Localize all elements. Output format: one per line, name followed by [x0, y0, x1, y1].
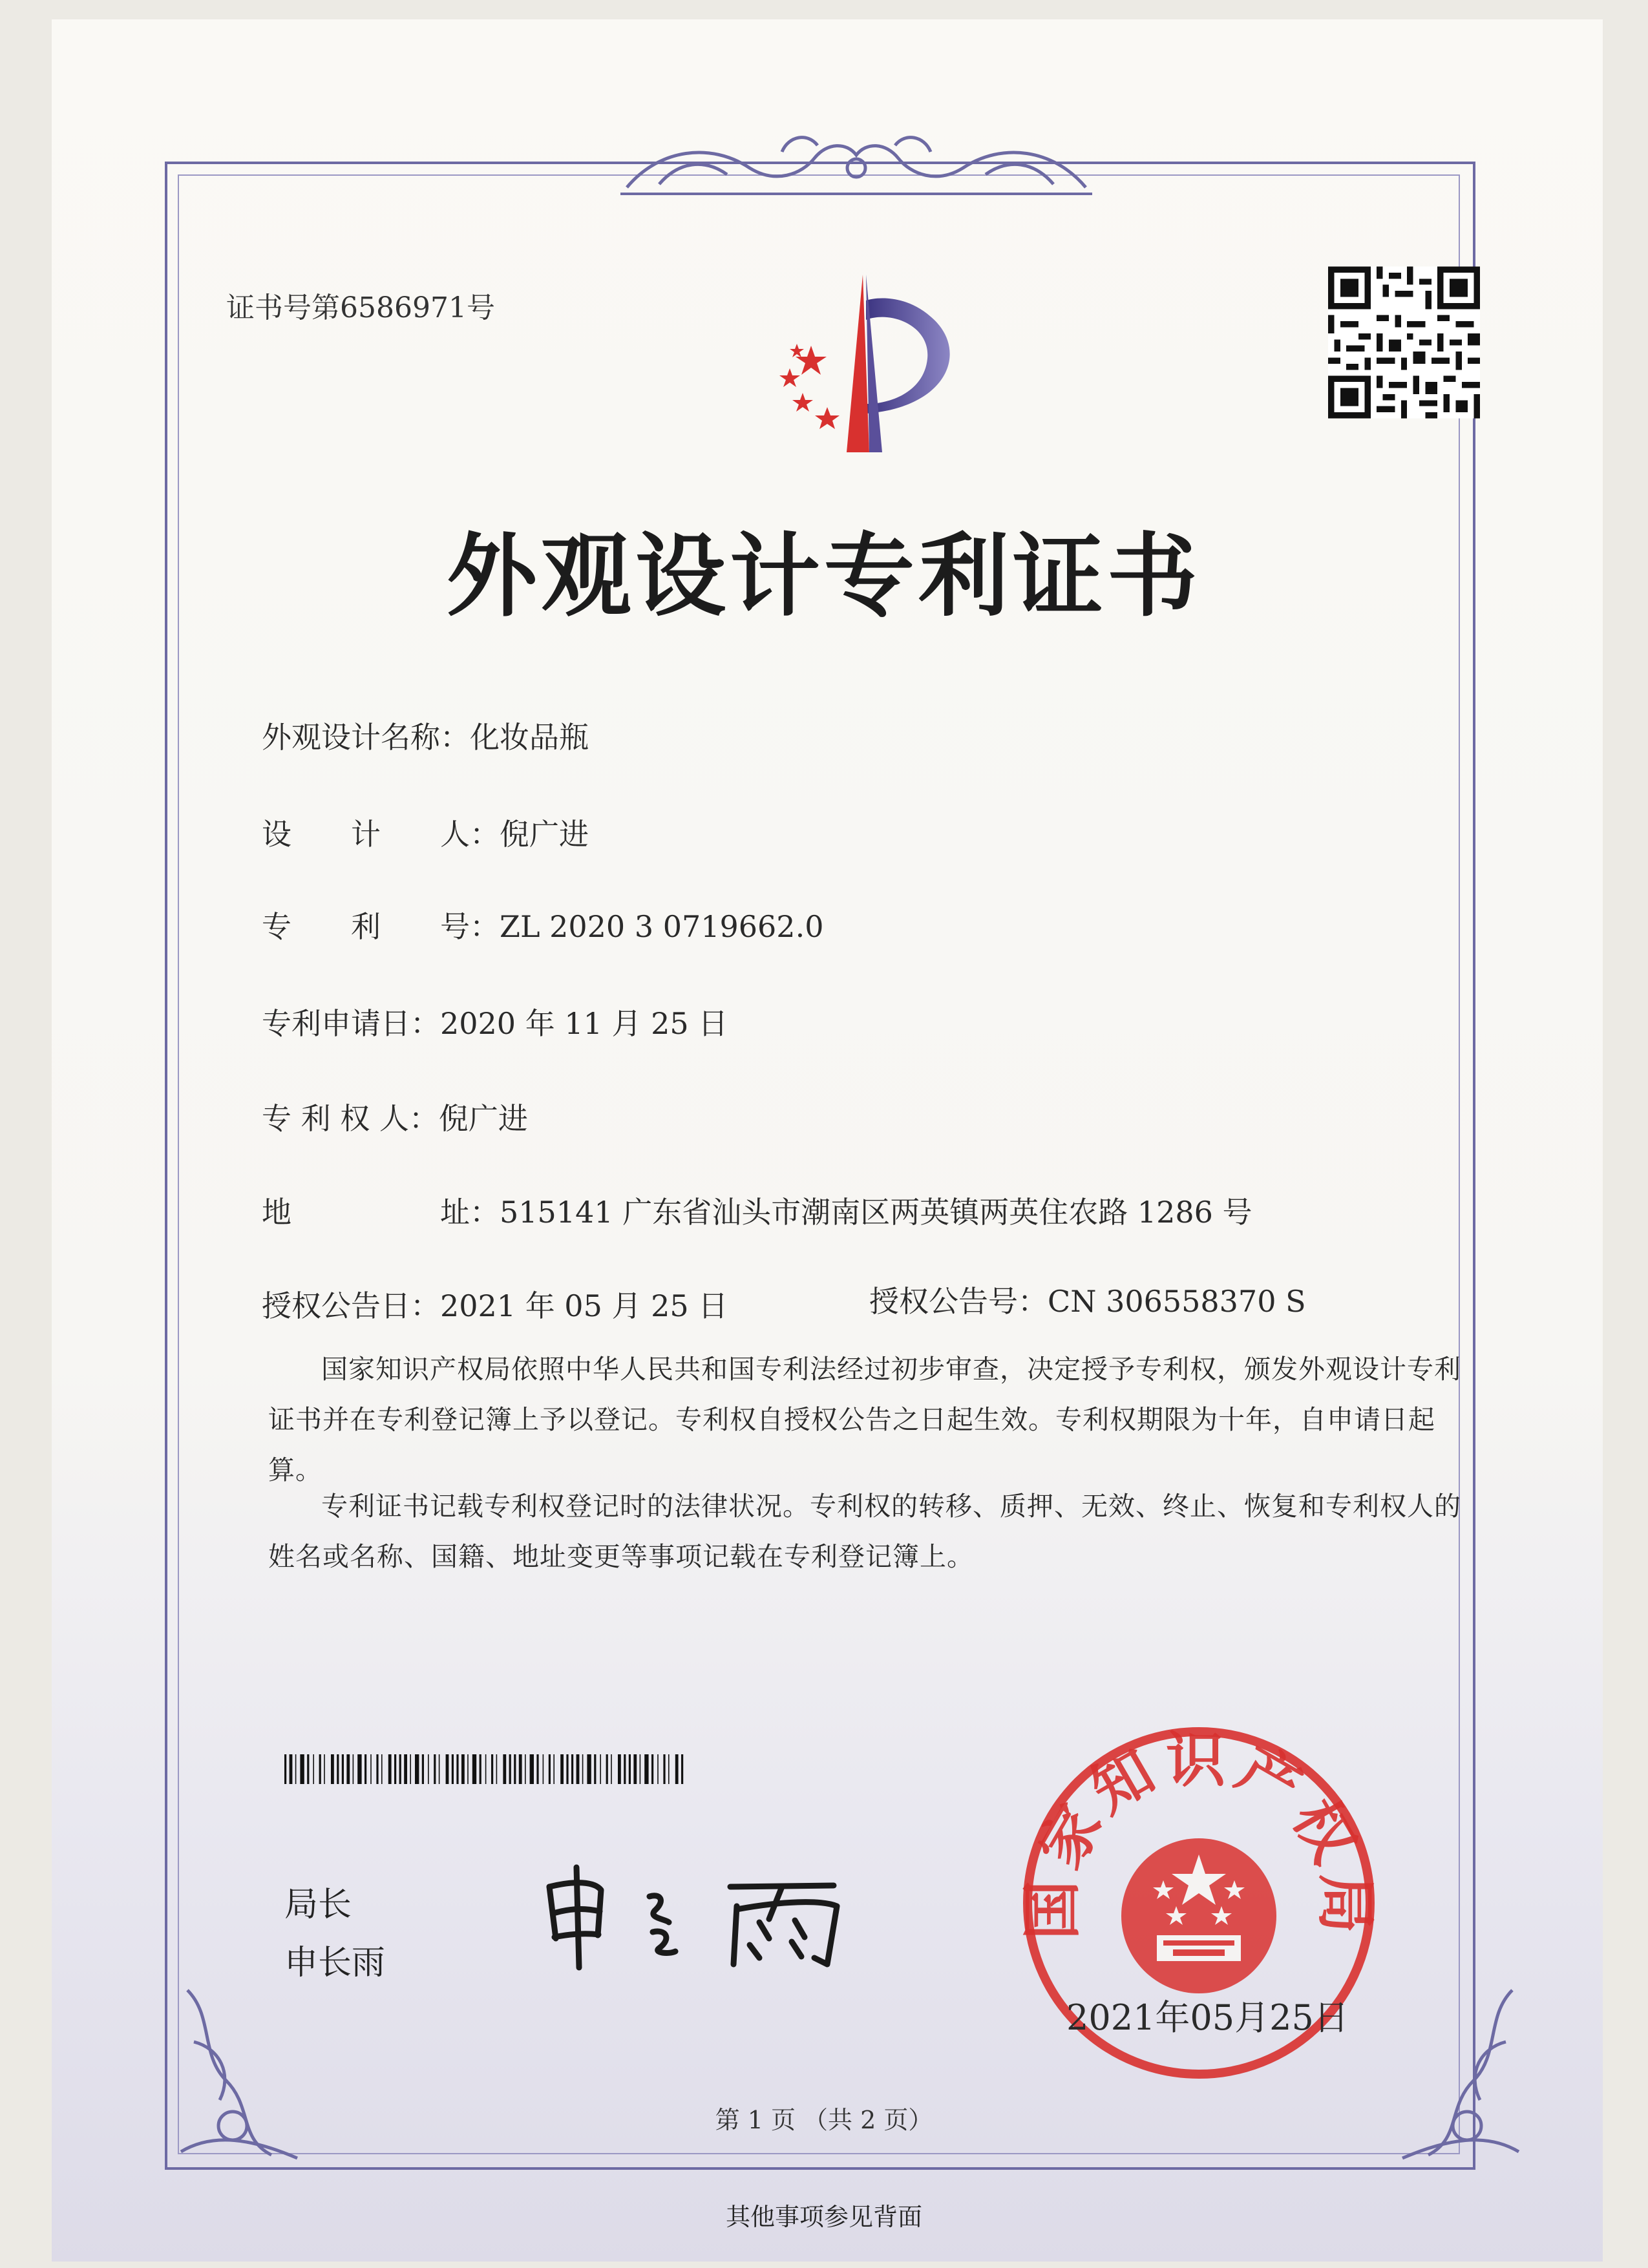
- filing-date-row: [262, 1000, 728, 1043]
- patentee-row: [262, 1095, 528, 1138]
- corner-ornament-bottom-right-icon: [1396, 1977, 1525, 2165]
- address-row: [262, 1189, 1252, 1232]
- address-label: 地 址：: [262, 1195, 500, 1230]
- patent-office-emblem-icon: [737, 265, 989, 459]
- designer-row: [262, 811, 589, 854]
- certificate-title: 外观设计专利证书: [446, 524, 1201, 629]
- seal-text: 国家知识产权局: [1018, 1726, 1380, 1940]
- patent-number-value: ZL 2020 3 0719662.0: [500, 909, 824, 944]
- design-name-row: [262, 714, 589, 757]
- qr-code-icon: [1328, 265, 1480, 420]
- address-value: 515141 广东省汕头市潮南区两英镇两英住农路 1286 号: [500, 1195, 1252, 1230]
- patent-number-label: 专 利 号：: [262, 909, 500, 944]
- corner-ornament-bottom-left-icon: [174, 1977, 304, 2165]
- director-title: 局长: [284, 1885, 352, 1924]
- patentee-value: 倪广进: [438, 1101, 528, 1136]
- grant-date-row: [262, 1283, 728, 1325]
- design-name-label: 外观设计名称：: [262, 720, 470, 755]
- filing-date-value: 2020 年 11 月 25 日: [440, 1006, 728, 1041]
- director-name: 申长雨: [284, 1944, 386, 1982]
- patent-number-row: [262, 903, 823, 946]
- patentee-label: 专 利 权 人：: [262, 1101, 439, 1136]
- designer-value: 倪广进: [500, 817, 589, 852]
- handwritten-signature: [536, 1861, 885, 1971]
- top-ornament-icon: [620, 123, 1092, 200]
- page-number: 第 1 页 （共 2 页）: [715, 2106, 933, 2134]
- grant-number-label: 授权公告号：: [869, 1284, 1048, 1319]
- grant-number-row: [869, 1278, 1306, 1321]
- filing-date-label: 专利申请日：: [262, 1006, 440, 1041]
- body-paragraph-2: 专利证书记载专利权登记时的法律状况。专利权的转移、质押、无效、终止、恢复和专利权人的姓名或名称、国籍、地址变更等事项记载在专利登记簿上。: [268, 1491, 1461, 1572]
- design-name-value: 化妆品瓶: [470, 720, 589, 755]
- grant-date-label: 授权公告日：: [262, 1288, 440, 1323]
- seal-date: 2021年05月25日: [1066, 1997, 1349, 2038]
- footer-note: 其他事项参见背面: [725, 2203, 922, 2231]
- body-paragraph-1: 国家知识产权局依照中华人民共和国专利法经过初步审查，决定授予专利权，颁发外观设计专利证书并在专利登记簿上予以登记。专利权自授权公告之日起生效。专利权期限为十年，自申请日起算。: [268, 1354, 1461, 1486]
- grant-number-value: CN 306558370 S: [1048, 1284, 1306, 1319]
- designer-label: 设 计 人：: [262, 817, 500, 852]
- barcode-icon: [284, 1754, 685, 1784]
- grant-date-value: 2021 年 05 月 25 日: [440, 1288, 728, 1323]
- certificate-number: 证书号第6586971号: [226, 291, 495, 324]
